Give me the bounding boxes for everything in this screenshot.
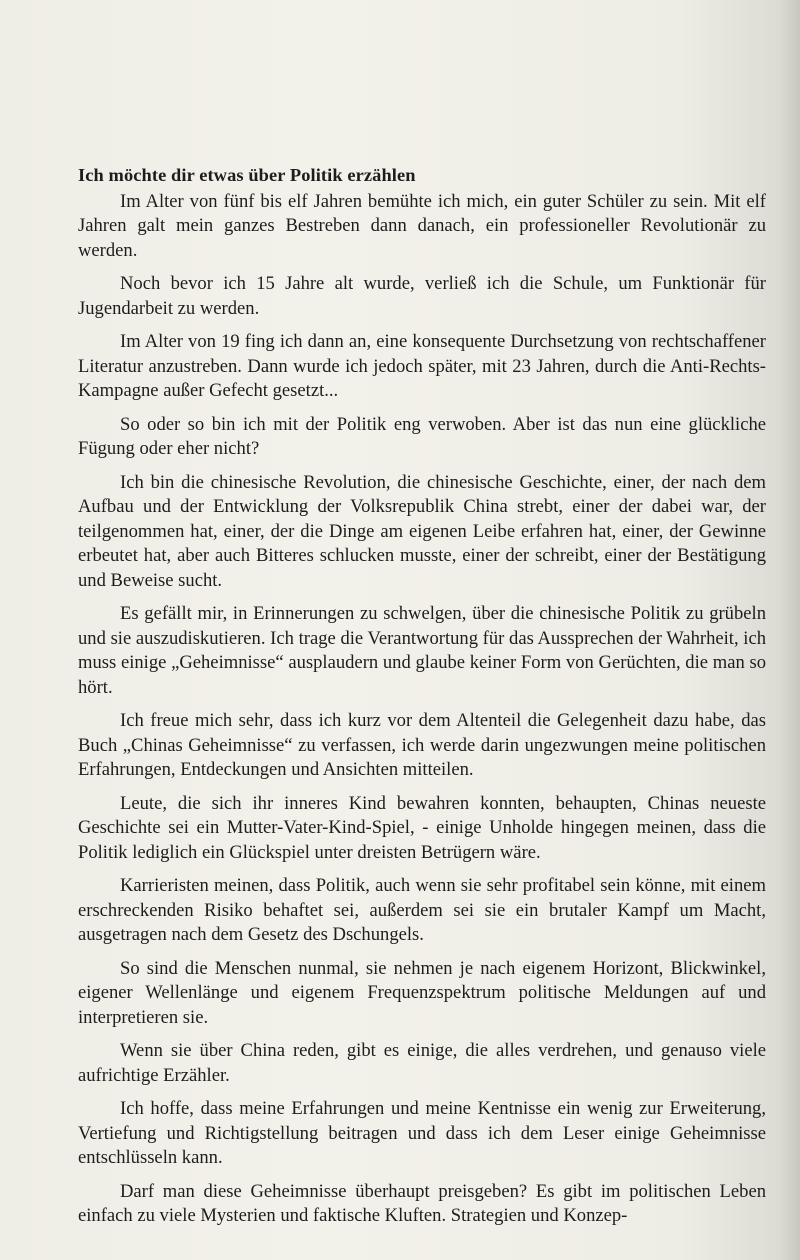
paragraph: So oder so bin ich mit der Politik eng verwoben. Aber ist das nun eine glückliche Fügung oder eher nicht?: [78, 413, 766, 459]
section-heading: Ich möchte dir etwas über Politik erzählen: [78, 165, 416, 185]
page-body: [78, 163, 766, 1238]
paragraph: Leute, die sich ihr inneres Kind bewahren konnten, behaupten, Chinas neueste Geschichte sei ein Mutter-Vater-Kind-Spiel, - einige Unholde hingegen meinen, dass die Politik lediglich ein Glückspiel unter dreisten Betrügern wäre.: [78, 792, 766, 863]
paragraph: Im Alter von fünf bis elf Jahren bemühte ich mich, ein guter Schüler zu sein. Mit elf Jahren galt mein ganzes Bestreben dann danach, ein professioneller Revolutionär zu werden.: [78, 190, 766, 261]
paragraph: Ich freue mich sehr, dass ich kurz vor dem Altenteil die Gelegenheit dazu habe, das Buch „Chinas Geheimnisse“ zu verfassen, ich werde darin ungezwungen meine politischen Erfahrungen, Entdeckungen und Ansichten mitteilen.: [78, 710, 766, 780]
page-edge-shadow: [778, 0, 800, 1260]
paragraph: So sind die Menschen nunmal, sie nehmen je nach eigenem Horizont, Blickwinkel, eigener Wellenlänge und eigenem Frequenzspektrum politische Meldungen auf und interpretieren sie.: [78, 957, 766, 1028]
paragraph: Darf man diese Geheimnisse überhaupt preisgeben? Es gibt im politischen Leben einfach zu viele Mysterien und faktische Kluften. Strategien und Konzep-: [78, 1180, 766, 1226]
paragraph: Ich bin die chinesische Revolution, die chinesische Geschichte, einer, der nach dem Aufbau und der Entwicklung der Volksrepublik China strebt, einer der dabei war, der teilgenommen hat, einer, der die Dinge am eigenen Leibe erfahren hat, einer, der Gewinne erbeutet hat, aber auch Bitteres schlucken musste, einer der schreibt, einer der Bestätigung und Beweise sucht.: [78, 471, 766, 591]
paragraph: Wenn sie über China reden, gibt es einige, die alles verdrehen, und genauso viele aufrichtige Erzähler.: [78, 1040, 766, 1086]
paragraph: Noch bevor ich 15 Jahre alt wurde, verließ ich die Schule, um Funktionär für Jugendarbeit zu werden.: [78, 273, 766, 319]
paragraph: Ich hoffe, dass meine Erfahrungen und meine Kentnisse ein wenig zur Erweiterung, Vertiefung und Richtigstellung beitragen und dass ich dem Leser einige Geheimnisse entschlüsseln kann.: [78, 1098, 766, 1168]
paragraph: Im Alter von 19 fing ich dann an, eine konsequente Durchsetzung von rechtschaffener Literatur anzustreben. Dann wurde ich jedoch später, mit 23 Jahren, durch die Anti-Rechts-Kampagne außer Gefecht gesetzt...: [78, 331, 766, 401]
paragraph: Es gefällt mir, in Erinnerungen zu schwelgen, über die chinesische Politik zu grübeln und sie auszudiskutieren. Ich trage die Verantwortung für das Aussprechen der Wahrheit, ich muss einige „Geheimnisse“ ausplaudern und glaube keiner Form von Gerüchten, die man so hört.: [78, 603, 766, 698]
paragraph: Karrieristen meinen, dass Politik, auch wenn sie sehr profitabel sein könne, mit einem erschreckenden Risiko behaftet sei, außerdem sei sie ein brutaler Kampf um Macht, ausgetragen nach dem Gesetz des Dschungels.: [78, 875, 766, 945]
